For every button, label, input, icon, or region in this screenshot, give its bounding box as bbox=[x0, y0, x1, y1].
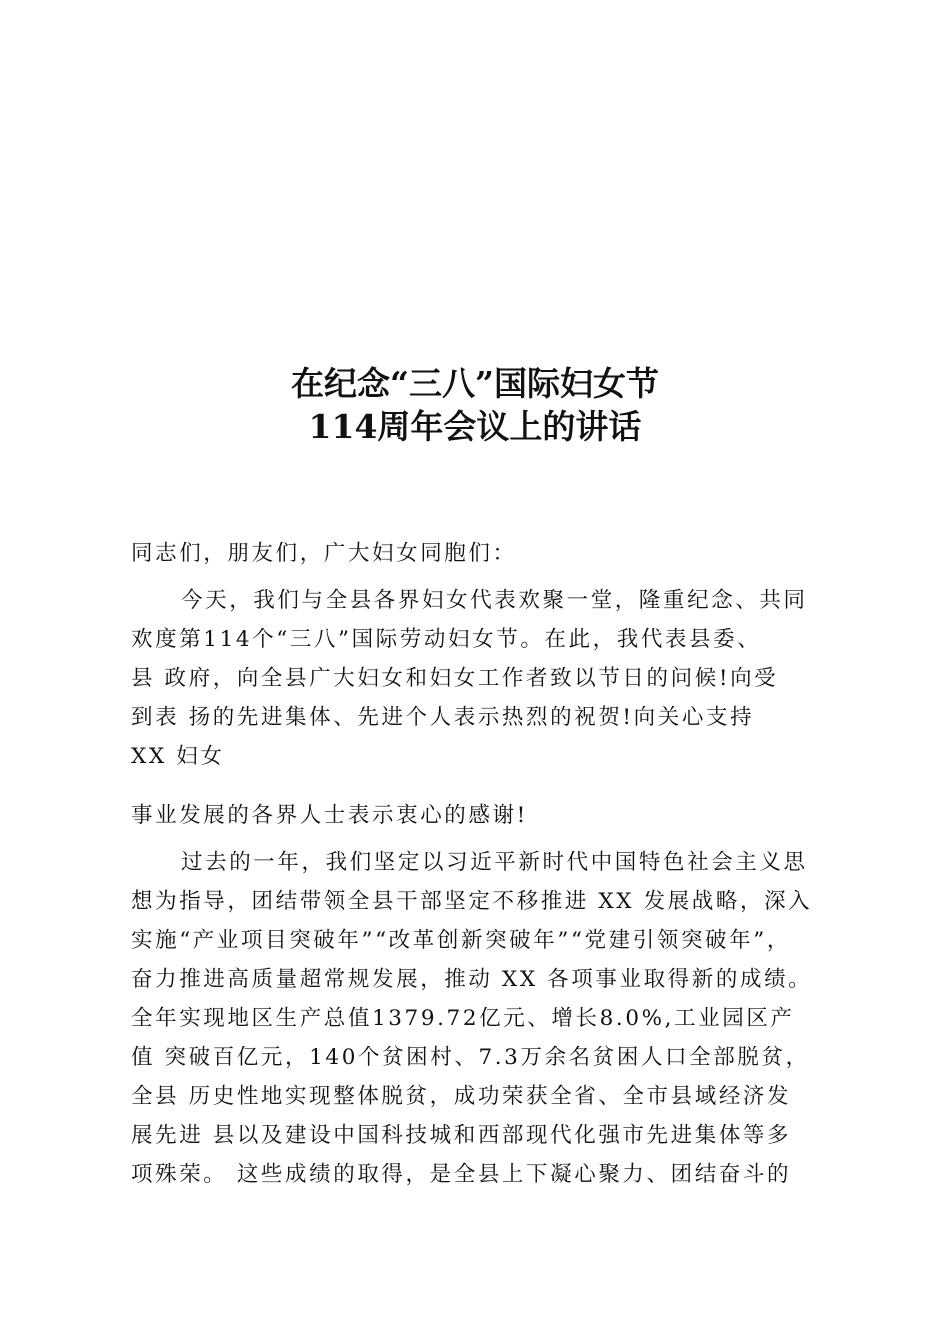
paragraph-2-line-3: 实施“产业项目突破年”“改革创新突破年”“党建引领突破年”， bbox=[131, 928, 791, 953]
paragraph-2-line-4: 奋力推进高质量超常规发展，推动 XX 各项事业取得新的成绩。 bbox=[131, 967, 813, 992]
paragraph-1-tail-text: 事业发展的各界人士表示衷心的感谢! bbox=[131, 803, 528, 828]
paragraph-2-line-9: 项殊荣。 这些成绩的取得，是全县上下凝心聚力、团结奋斗的 bbox=[131, 1162, 792, 1187]
paragraph-2 bbox=[131, 843, 851, 1194]
paragraph-2-line-5: 全年实现地区生产总值1379.72亿元、增长8.0%,工业园区产 bbox=[131, 1006, 795, 1031]
document-title bbox=[0, 362, 950, 448]
paragraph-1-line-3: 县 政府，向全县广大妇女和妇女工作者致以节日的问候!向受 bbox=[131, 666, 779, 691]
paragraph-2-line-7: 全县 历史性地实现整体脱贫，成功荣获全省、全市县域经济发 bbox=[131, 1084, 792, 1109]
title-line-2: 114周年会议上的讲话 bbox=[308, 407, 642, 446]
paragraph-2-line-8: 展先进 县以及建设中国科技城和西部现代化强市先进集体等多 bbox=[131, 1123, 792, 1148]
paragraph-1-line-2: 欢度第114个“三八”国际劳动妇女节。在此，我代表县委、 bbox=[131, 627, 762, 652]
paragraph-2-line-2: 想为指导，团结带领全县干部坚定不移推进 XX 发展战略，深入 bbox=[131, 889, 813, 914]
salutation-text: 同志们，朋友们，广大妇女同胞们： bbox=[131, 541, 517, 566]
salutation bbox=[131, 534, 851, 573]
paragraph-1-line-1: 今天，我们与全县各界妇女代表欢聚一堂，隆重纪念、共同 bbox=[181, 588, 808, 613]
paragraph-1-line-4: 到表 扬的先进集体、先进个人表示热烈的祝贺!向关心支持 bbox=[131, 705, 755, 730]
paragraph-2-line-1: 过去的一年，我们坚定以习近平新时代中国特色社会主义思 bbox=[181, 850, 808, 875]
paragraph-1 bbox=[131, 581, 851, 776]
paragraph-2-line-6: 值 突破百亿元，140个贫困村、7.3万余名贫困人口全部脱贫， bbox=[131, 1045, 810, 1070]
title-line-1: 在纪念“三八”国际妇女节 bbox=[291, 364, 659, 403]
paragraph-1-line-5: XX 妇女 bbox=[131, 744, 225, 769]
paragraph-1-tail bbox=[131, 796, 851, 835]
